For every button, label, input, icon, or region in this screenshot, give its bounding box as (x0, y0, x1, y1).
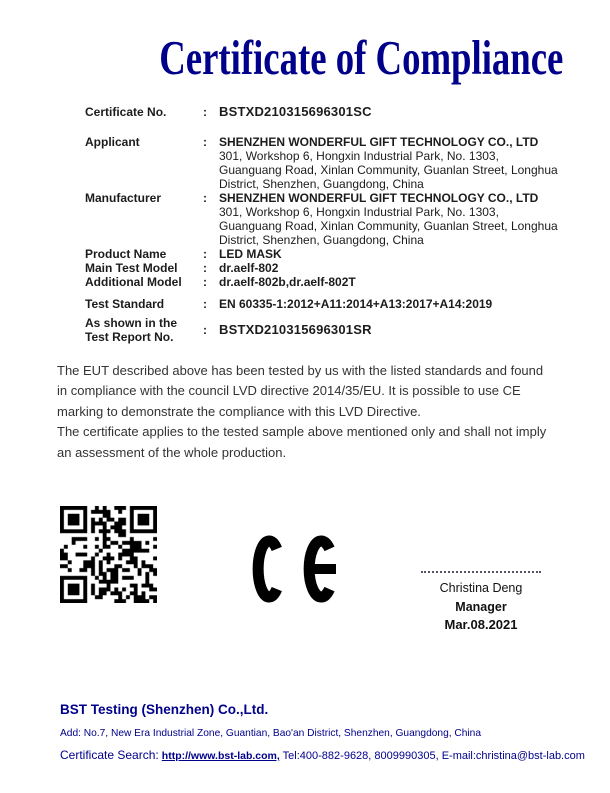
certificate-search-link[interactable]: http://www.bst-lab.com, (161, 750, 280, 762)
declaration-line: marking to demonstrate the compliance with this LVD Directive. (57, 403, 421, 419)
declaration-line: The certificate applies to the tested sample above mentioned only and shall not imply (57, 424, 547, 440)
colon-separator: : (203, 135, 207, 149)
field-row-manufacturer (85, 191, 567, 247)
qr-code-icon (60, 506, 157, 603)
declaration-line: The EUT described above has been tested by us with the listed standards and found (57, 363, 544, 378)
field-row-test-report (85, 316, 567, 344)
product-name: LED MASK (219, 247, 282, 261)
field-label: Applicant (85, 135, 140, 149)
field-row-additional-model (85, 275, 567, 289)
signatory-name: Christina Deng (439, 581, 523, 595)
colon-separator: : (203, 247, 207, 261)
colon-separator: : (203, 275, 207, 289)
manufacturer-value (219, 191, 567, 247)
field-row-main-test-model (85, 261, 567, 275)
field-row-certificate-no (85, 105, 567, 119)
additional-model: dr.aelf-802b,dr.aelf-802T (219, 275, 356, 289)
applicant-name: SHENZHEN WONDERFUL GIFT TECHNOLOGY CO., LTD (219, 135, 539, 149)
manufacturer-address-line: District, Shenzhen, Guangdong, China (219, 233, 424, 247)
applicant-address-line: Guanguang Road, Xinlan Community, Guanlan Street, Longhua (219, 163, 558, 177)
field-row-applicant (85, 135, 567, 191)
field-row-product-name (85, 247, 567, 261)
field-label-line: As shown in the (85, 316, 178, 330)
declaration-line: in compliance with the council LVD directive 2014/35/EU. It is possible to use CE (57, 383, 521, 399)
field-label: Additional Model (85, 275, 182, 289)
colon-separator: : (203, 105, 207, 119)
applicant-address-line: 301, Workshop 6, Hongxin Industrial Park, No. 1303, (219, 149, 499, 163)
applicant-value (219, 135, 567, 191)
lab-company-name: BST Testing (Shenzhen) Co.,Ltd. (60, 702, 269, 717)
manufacturer-address-line: 301, Workshop 6, Hongxin Industrial Park, No. 1303, (219, 205, 499, 219)
field-label: Product Name (85, 247, 167, 261)
colon-separator: : (203, 323, 207, 337)
footer (60, 702, 585, 763)
colon-separator: : (203, 261, 207, 275)
certificate-title: Certificate of Compliance (159, 30, 564, 85)
certificate-number: BSTXD210315696301SC (219, 104, 372, 119)
field-label: Certificate No. (85, 105, 167, 119)
signature-block (419, 571, 543, 635)
manufacturer-address-line: Guanguang Road, Xinlan Community, Guanlan Street, Longhua (219, 219, 558, 233)
main-test-model: dr.aelf-802 (219, 261, 279, 275)
signature-dotted-line (421, 571, 541, 573)
lab-address: Add: No.7, New Era Industrial Zone, Guantian, Bao'an District, Shenzhen, Guangdong, China (60, 728, 482, 739)
signatory-role: Manager (455, 599, 507, 614)
colon-separator: : (203, 297, 207, 311)
certificate-fields (85, 105, 567, 344)
certificate-search-line (60, 748, 585, 763)
declaration-line: an assessment of the whole production. (57, 444, 287, 460)
colon-separator: : (203, 191, 207, 205)
test-report-number: BSTXD210315696301SR (219, 322, 372, 337)
field-label: Manufacturer (85, 191, 162, 205)
field-label: Main Test Model (85, 261, 178, 275)
field-label-line: Test Report No. (85, 330, 174, 344)
field-label: Test Standard (85, 297, 165, 311)
certificate-search-label: Certificate Search: (60, 748, 159, 762)
ce-marking-icon (252, 535, 340, 603)
applicant-address-line: District, Shenzhen, Guangdong, China (219, 177, 424, 191)
manufacturer-name: SHENZHEN WONDERFUL GIFT TECHNOLOGY CO., LTD (219, 191, 539, 205)
lab-contact-info: Tel:400-882-9628, 8009990305, E-mail:christina@bst-lab.com (282, 750, 585, 762)
field-row-test-standard (85, 297, 567, 311)
declaration-text (57, 361, 597, 463)
signature-date: Mar.08.2021 (444, 617, 518, 632)
test-standard: EN 60335-1:2012+A11:2014+A13:2017+A14:2019 (219, 297, 493, 311)
field-label (85, 316, 203, 344)
